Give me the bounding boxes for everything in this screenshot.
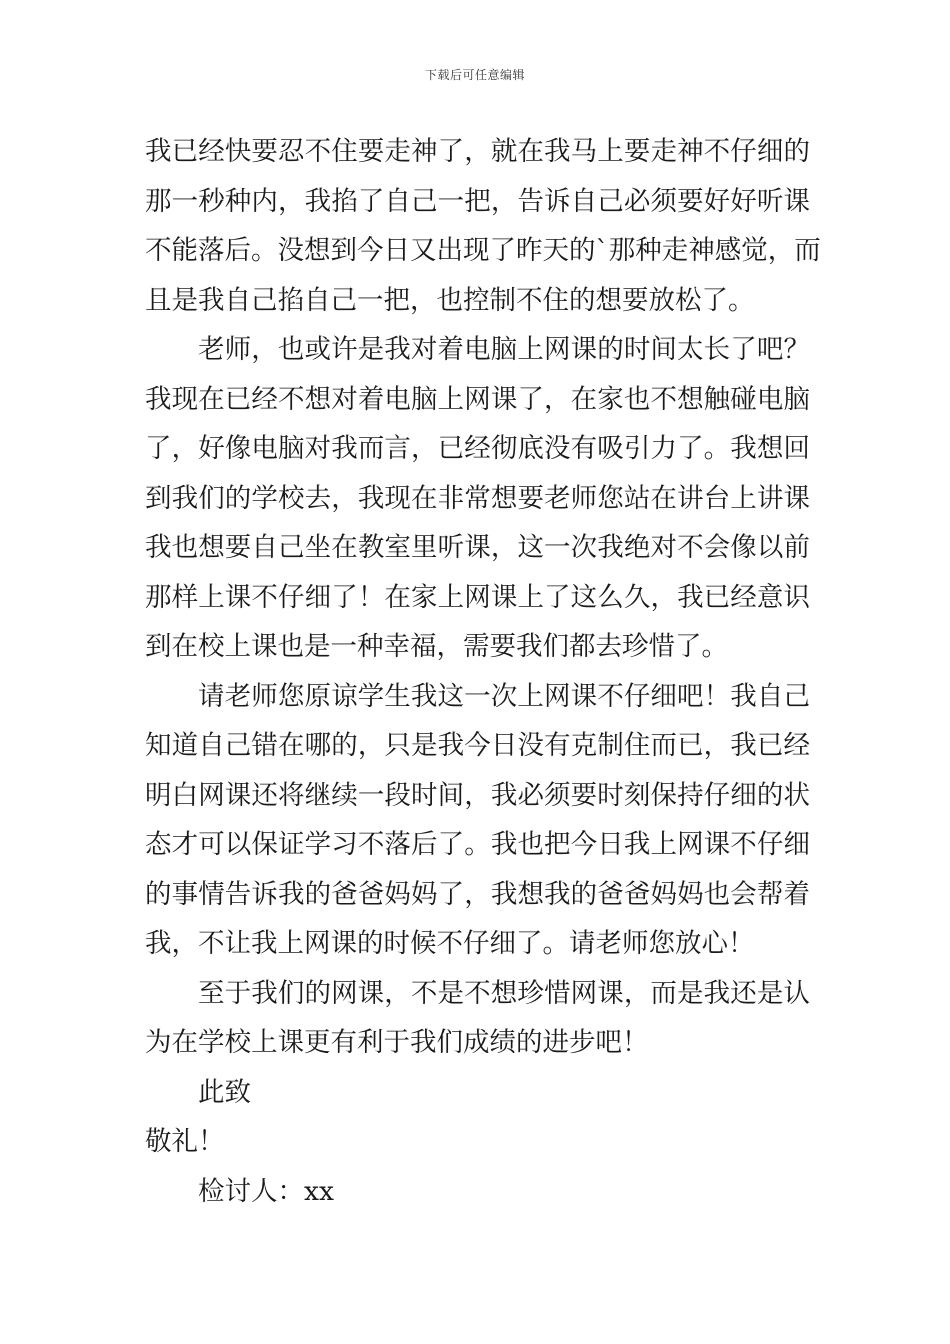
text-line: 我，不让我上网课的时候不仔细了。请老师您放心！ (145, 928, 755, 959)
text-line: 知道自己错在哪的，只是我今日没有克制住而已，我已经 (145, 730, 810, 761)
text-line: 了，好像电脑对我而言，已经彻底没有吸引力了。我想回 (145, 433, 810, 464)
text-line: 到我们的学校去，我现在非常想要老师您站在讲台上讲课 (145, 482, 810, 514)
text-line: 为在学校上课更有利于我们成绩的进步吧！ (145, 1027, 649, 1058)
page-header: 下载后可任意编辑 (424, 68, 525, 82)
text-line: 我现在已经不想对着电脑上网课了，在家也不想触碰电脑 (145, 383, 810, 415)
text-line: 态才可以保证学习不落后了。我也把今日我上网课不仔细 (145, 829, 810, 860)
text-line: 检讨人：xx (198, 1175, 334, 1207)
text-line: 请老师您原谅学生我这一次上网课不仔细吧！我自己 (198, 680, 810, 712)
text-line: 且是我自己掐自己一把，也控制不住的想要放松了。 (145, 284, 755, 316)
text-line: 明白网课还将继续一段时间，我必须要时刻保持仔细的状 (145, 779, 810, 811)
text-line: 我也想要自己坐在教室里听课，这一次我绝对不会像以前 (145, 532, 810, 563)
text-line: 老师，也或许是我对着电脑上网课的时间太长了吧？ (198, 334, 810, 365)
document-body (145, 127, 821, 1216)
text-line: 我已经快要忍不住要走神了，就在我马上要走神不仔细的 (145, 136, 810, 167)
text-line: 敬礼！ (145, 1126, 225, 1157)
text-line: 此致 (198, 1076, 251, 1108)
text-line: 至于我们的网课，不是不想珍惜网课，而是我还是认 (198, 977, 810, 1009)
text-line: 那一秒种内，我掐了自己一把，告诉自己必须要好好听课 (145, 185, 810, 217)
text-line: 到在校上课也是一种幸福，需要我们都去珍惜了。 (145, 631, 728, 662)
text-line: 不能落后。没想到今日又出现了昨天的`那种走神感觉，而 (145, 235, 821, 266)
text-line: 的事情告诉我的爸爸妈妈了，我想我的爸爸妈妈也会帮着 (145, 878, 810, 910)
text-line: 那样上课不仔细了！在家上网课上了这么久，我已经意识 (145, 581, 810, 613)
